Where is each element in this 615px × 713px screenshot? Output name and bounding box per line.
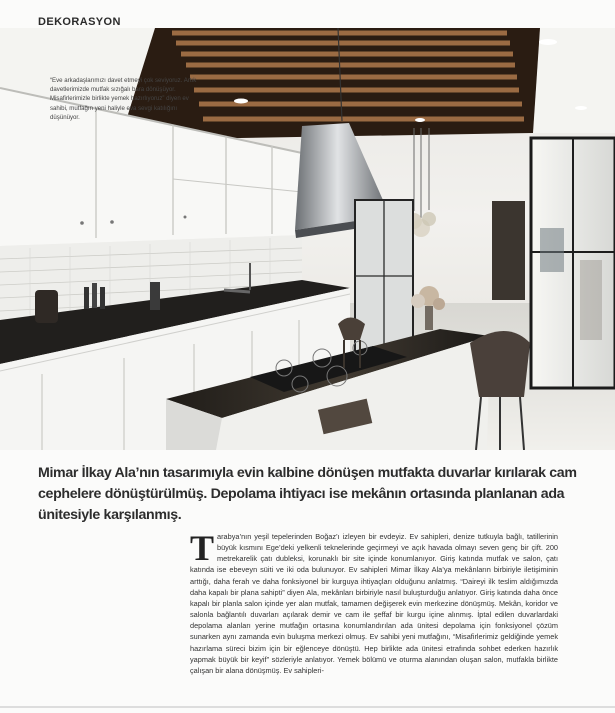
photo-caption: “Eve arkadaşlarımızı davet etmeyi çok seviyoruz. Artık davetlerimizde mutfak sızığalı bara dönüşüyor. Misafirlerimizle birlikte yemek hazırlıyoruz” diyen ev sahibi, mutfağın yeni haliyle eva sevgi katılığını düşünüyor.: [50, 77, 197, 121]
article-body: [190, 528, 558, 676]
drop-cap: T: [190, 528, 215, 568]
bottom-divider: [0, 706, 615, 708]
article-text: arabya’nın yeşil tepelerinden Boğaz’ı izleyen bir evdeyiz. Ev sahipleri, denize tutkuyla bağlı, tatillerinin büyük kısmını Ege’deki yelkenli teknelerinde geçirmeyi ve açık havada olmayı seven genç bir çift. 200 metrekarelik çatı dubleksi, korunaklı bir site içinde konumlanıyor. Giriş katında mutfak ve salon, çatı katında ise ebeveyn süiti ve iki oda bulunuyor. Ev sahipleri Mimar İlkay Ala’ya mekânların birbiriyle iletişiminin arttığı, daha ferah ve daha fonksiyonel bir kurguya ihtiyaçları olduğunu anlatmış. “Daireyi ilk teslim aldığımızda daha kapalı bir plana sahipti” diyen Ala, mekânları birbiriyle nasıl buluşturduğu anlatıyor. Giriş katında daha önce kapalı bir planla salon içinde yer alan mutfak, tamamen değişerek evin merkezine dönüşmüş. Mekân, koridor ve salonla bağlantılı duvarları açılarak demir ve cam ile şeffaf bir kurgu içine alınmış. İptal edilen duvarlardaki depolama alanları yerine mutfağın ortasına konumlandırılan ada ünitesi depolama için fonksiyonel çözüm sunarken aynı zamanda evin buluşma merkezi olmuş. Ev sahibi yeni mutfağını, “Misafirlerimiz geldiğinde yemek hazırlama süreci bizim için bir eğlenceye dönüştü. Hep birlikte ada ünitesi etrafında sohbet ederken hazırlık yapmak büyük bir keyif” sözleriyle anlatıyor. Yemek bölümü ve oturma alanından oluşan salon, mutfakla birlikte çalışan bir alana dönüşmüş. Ev sahipleri-: [190, 532, 558, 675]
kitchen-photo: [0, 28, 615, 450]
section-label: DEKORASYON: [38, 16, 121, 28]
article-headline: Mimar İlkay Ala’nın tasarımıyla evin kalbine dönüşen mutfakta duvarlar kırılarak cam cephelere dönüştürülmüş. Depolama ihtiyacı ise mekânın ortasında planlanan ada ünitesiyle karşılanmış.: [38, 465, 577, 523]
